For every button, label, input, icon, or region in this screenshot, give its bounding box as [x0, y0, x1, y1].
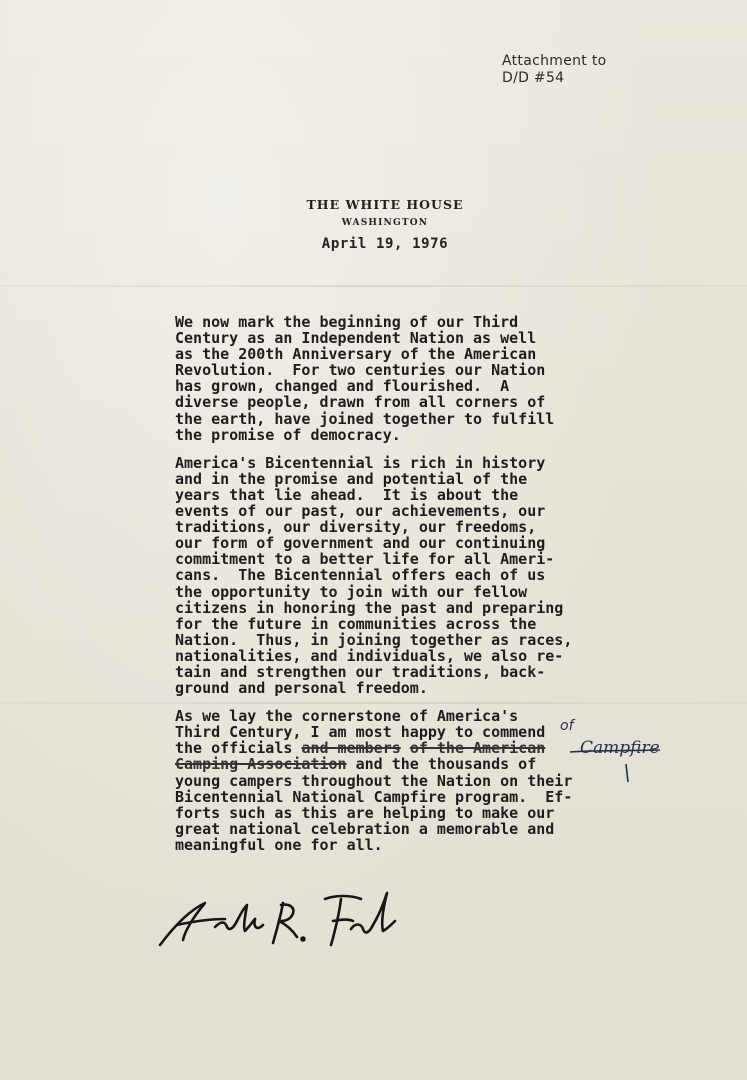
- text-line: has grown, changed and flourished. A: [175, 377, 510, 396]
- attachment-line: D/D #54: [502, 70, 565, 86]
- text-line: nationalities, and individuals, we also re-: [175, 646, 564, 665]
- text-line: the promise of democracy.: [175, 425, 401, 444]
- paragraph-2: [175, 455, 615, 696]
- struck-text: Camping Association: [175, 755, 347, 774]
- text-line: ground and personal freedom.: [175, 679, 428, 698]
- text-line: cans. The Bicentennial offers each of us: [175, 566, 546, 585]
- letter-date: April 19, 1976: [321, 236, 449, 252]
- text-line: Third Century, I am most happy to commend: [175, 723, 546, 742]
- text-line: events of our past, our achievements, our: [175, 502, 546, 521]
- text-line: the earth, have joined together to fulfill: [175, 409, 555, 428]
- text-line: great national celebration a memorable and: [175, 819, 555, 838]
- text-line: traditions, our diversity, our freedoms,: [175, 518, 537, 537]
- letterhead-title: THE WHITE HOUSE: [306, 197, 464, 212]
- text-line: diverse people, drawn from all corners of: [175, 393, 546, 412]
- text-line: Nation. Thus, in joining together as races,: [175, 630, 573, 649]
- letterhead: [290, 197, 480, 252]
- text-line: the opportunity to join with our fellow: [175, 582, 528, 601]
- struck-text: of the American: [409, 739, 546, 758]
- text-line: America's Bicentennial is rich in history: [175, 453, 546, 472]
- signature: [155, 885, 415, 955]
- paragraph-1: [175, 314, 615, 443]
- struck-text: and members: [301, 739, 401, 758]
- text-line: tain and strengthen our traditions, back-: [175, 662, 546, 681]
- text-line: We now mark the beginning of our Third: [175, 313, 519, 331]
- text-segment: and the thousands of: [346, 755, 537, 774]
- paper-fold: [0, 285, 747, 287]
- text-line: Century as an Independent Nation as well: [175, 329, 537, 348]
- handwritten-insert-word: Campfire: [580, 738, 660, 758]
- text-segment: the officials: [175, 739, 302, 758]
- text-line: our form of government and our continuing: [175, 534, 546, 553]
- text-line: as the 200th Anniversary of the American: [175, 345, 537, 364]
- attachment-line: Attachment to: [502, 53, 607, 69]
- text-line: forts such as this are helping to make our: [175, 803, 555, 822]
- text-line: [175, 756, 615, 772]
- attachment-note: [502, 53, 606, 87]
- paragraph-3: [175, 708, 615, 853]
- text-line: Revolution. For two centuries our Nation: [175, 361, 546, 380]
- letter-body: [175, 314, 615, 865]
- text-line: meaningful one for all.: [175, 835, 383, 854]
- text-line: citizens in honoring the past and preparing: [175, 598, 564, 617]
- text-line: [175, 740, 615, 756]
- text-line: for the future in communities across the: [175, 614, 537, 633]
- text-line: Bicentennial National Campfire program. Ef-: [175, 787, 573, 806]
- letterhead-city: WASHINGTON: [341, 218, 429, 228]
- text-line: young campers throughout the Nation on their: [175, 771, 573, 790]
- text-line: years that lie ahead. It is about the: [175, 485, 519, 504]
- text-line: As we lay the cornerstone of America's: [175, 707, 519, 726]
- text-line: and in the promise and potential of the: [175, 469, 528, 488]
- text-line: commitment to a better life for all Ameri-: [175, 550, 555, 569]
- handwritten-insert-caret: of: [560, 718, 574, 734]
